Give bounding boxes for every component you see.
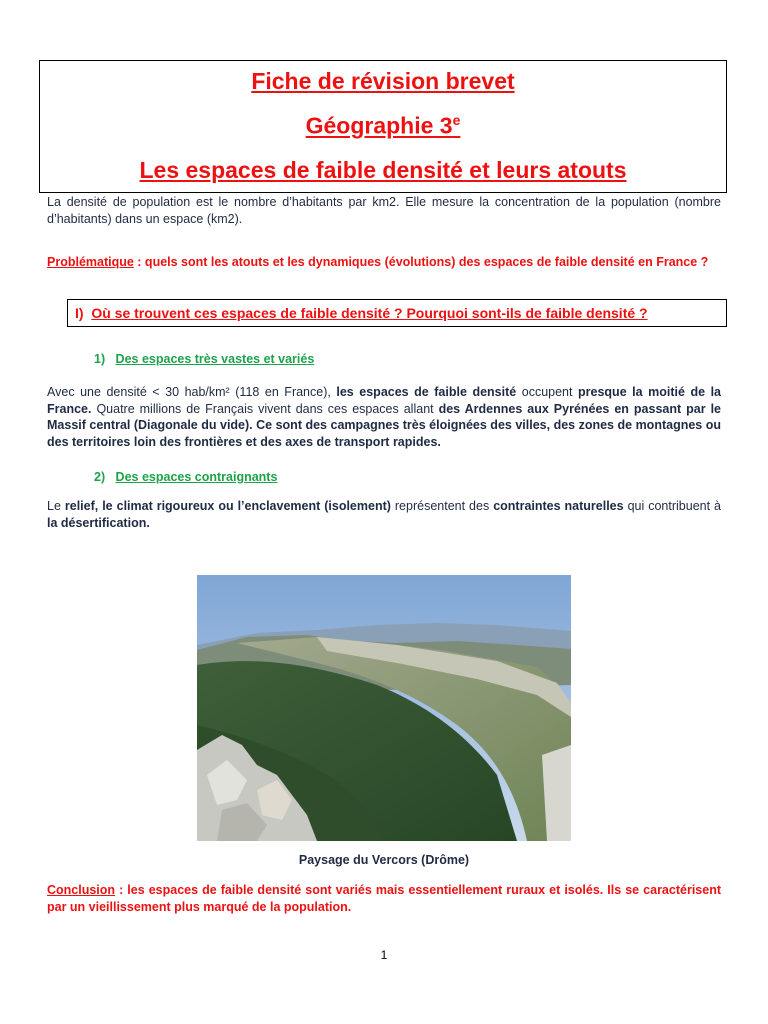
title-subject-text: Géographie 3: [305, 112, 453, 139]
p2-text-e: qui contribuent à: [623, 499, 721, 513]
problematique-label: Problématique: [47, 255, 134, 269]
conclusion-paragraph: [47, 882, 721, 915]
intro-paragraph: La densité de population est le nombre d’habitants par km2. Elle mesure la concentration de la population (nombre d’habitants) dans un espace (km2).: [47, 195, 721, 226]
p1-text-a: Avec une densité < 30 hab/km² (118 en France),: [47, 385, 337, 399]
photo-caption: Paysage du Vercors (Drôme): [298, 853, 470, 867]
problematique-text: : quels sont les atouts et les dynamiques (évolutions) des espaces de faible densité en France ?: [133, 255, 709, 269]
section-title: Où se trouvent ces espaces de faible densité ? Pourquoi sont-ils de faible densité ?: [91, 305, 648, 321]
p2-text-a: Le: [47, 499, 65, 513]
p1-text-e: Quatre millions de Français vivent dans ces espaces allant: [91, 401, 439, 416]
p2-bold-f: la désertification.: [47, 515, 150, 530]
subheading-1-number: 1): [94, 352, 106, 366]
title-subject-sup: e: [452, 112, 461, 128]
conclusion-text: : les espaces de faible densité sont variés mais essentiellement ruraux et isolés. Ils se caractérisent par un vieillissement plus marqué de la population.: [47, 883, 721, 914]
page-number: 1: [380, 948, 388, 962]
vercors-photo: [197, 575, 571, 841]
p2-bold-d: contraintes naturelles: [493, 499, 624, 513]
p2-bold-b: relief, le climat rigoureux ou l’enclavement (isolement): [64, 499, 391, 513]
p1-bold-b: les espaces de faible densité: [336, 385, 517, 399]
problematique-paragraph: [47, 254, 721, 271]
p1-bold-f: des Ardennes aux Pyrénées en passant par le Massif central (Diagonale du vide). Ce sont des campagnes très éloignées des villes, des zones de montagnes ou des territoires loin des frontières et des axes de transport rapides.: [47, 401, 721, 449]
subheading-1-title: Des espaces très vastes et variés: [115, 352, 315, 366]
p1-bold-d: presque la moitié de la France.: [47, 385, 722, 416]
mountain-landscape-illustration: [197, 575, 571, 841]
subheading-2: [94, 470, 277, 484]
subheading-2-number: 2): [94, 470, 106, 484]
title-box: [39, 60, 727, 193]
paragraph-1: [47, 384, 721, 450]
paragraph-2: [47, 498, 721, 531]
p2-text-c: représentent des: [390, 499, 494, 513]
title-subject: [40, 113, 726, 138]
section-heading-1: [67, 299, 727, 327]
p1-text-c: occupent: [516, 385, 579, 399]
title-topic: Les espaces de faible densité et leurs atouts: [139, 157, 627, 183]
conclusion-label: Conclusion: [47, 883, 116, 897]
title-fiche: Fiche de révision brevet: [251, 68, 515, 94]
subheading-2-title: Des espaces contraignants: [115, 470, 278, 484]
subheading-1: [94, 352, 314, 366]
section-number: I): [75, 305, 84, 321]
